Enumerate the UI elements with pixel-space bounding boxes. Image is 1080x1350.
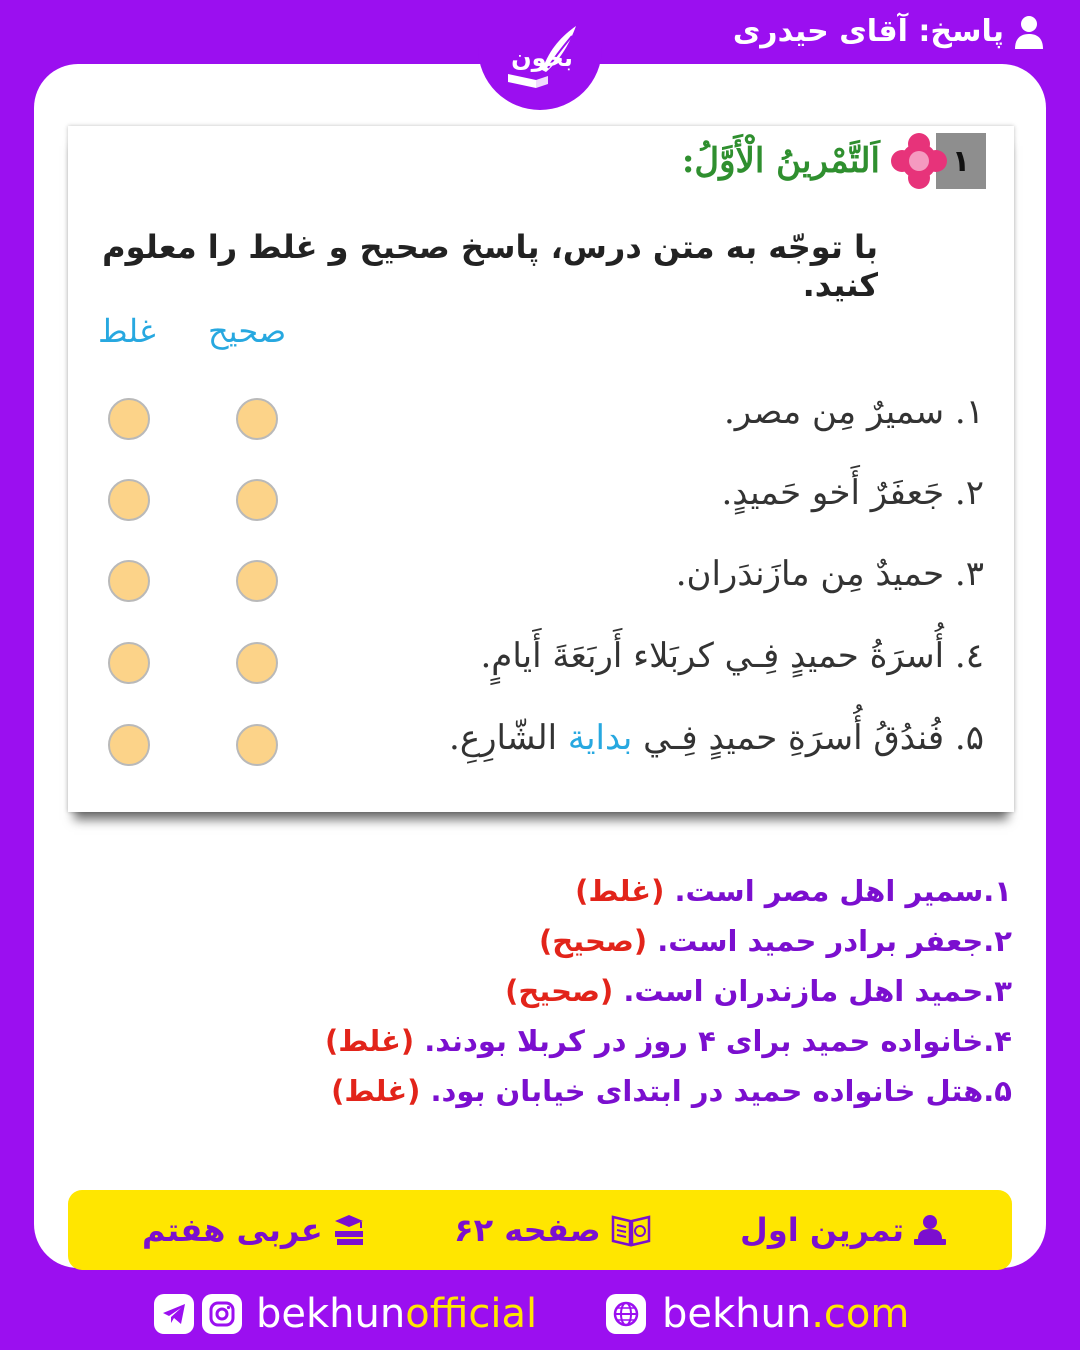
- question-text: ۲. جَعفَرٌ أَخو حَمیدٍ.: [721, 473, 984, 513]
- correct-radio[interactable]: [236, 724, 278, 766]
- wrong-radio[interactable]: [108, 560, 150, 602]
- correct-radio[interactable]: [236, 642, 278, 684]
- page-info: [454, 1211, 653, 1249]
- page-info-label: صفحه ۶۲: [454, 1211, 601, 1249]
- answer-verdict: (صحیح): [538, 924, 648, 958]
- instagram-icon[interactable]: [202, 1294, 242, 1334]
- open-book-icon: [609, 1213, 653, 1247]
- answer-item: ۲.جعفر برادر حمید است. (صحیح): [538, 924, 1012, 958]
- correct-radio[interactable]: [236, 479, 278, 521]
- answer-item: ۵.هتل خانواده حمید در ابتدای خیابان بود. (غلط): [331, 1074, 1012, 1108]
- footer: [0, 1292, 1080, 1342]
- question-text-start: ۵. فُندُقُ أُسرَةِ حمیدٍ فِـي: [632, 718, 984, 758]
- exercise-instruction: با توجّه به متن درس، پاسخ صحیح و غلط را معلوم کنید.: [102, 228, 878, 304]
- wrong-radio[interactable]: [108, 724, 150, 766]
- correct-radio[interactable]: [236, 560, 278, 602]
- question-row: [68, 632, 1014, 692]
- wrong-radio[interactable]: [108, 398, 150, 440]
- correct-radio[interactable]: [236, 398, 278, 440]
- book-info-label: عربی هفتم: [142, 1211, 323, 1249]
- user-icon: [1014, 15, 1044, 49]
- answer-verdict: (غلط): [324, 1024, 415, 1058]
- column-header-correct: صحیح: [208, 312, 287, 350]
- exercise-image: [68, 126, 1014, 812]
- teacher-icon: [912, 1213, 948, 1247]
- question-text-end: الشّارِعِ.: [449, 718, 568, 758]
- logo-badge[interactable]: [478, 6, 602, 110]
- exercise-title: اَلتَّمْرينُ الْأَوَّلُ:: [681, 141, 880, 181]
- question-text: ۳. حمیدٌ مِن مازَندَران.: [675, 554, 984, 594]
- question-row: [68, 714, 1014, 774]
- exercise-info: [740, 1211, 948, 1249]
- answer-author-label: پاسخ: آقای حیدری: [732, 14, 1004, 49]
- question-row: [68, 388, 1014, 448]
- exercise-number: ۱: [936, 133, 986, 189]
- wrong-radio[interactable]: [108, 479, 150, 521]
- wrong-radio[interactable]: [108, 642, 150, 684]
- answer-verdict: (صحیح): [505, 974, 614, 1008]
- question-text: ٤. أُسرَةُ حمیدٍ فِـي کربَلاء أَربَعَةَ أَیامٍ.: [480, 636, 984, 676]
- book-feather-icon: [492, 18, 588, 98]
- website-group[interactable]: [606, 1292, 909, 1336]
- question-row: [68, 469, 1014, 529]
- answer-verdict: (غلط): [575, 874, 665, 908]
- answer-item: ۱.سمیر اهل مصر است. (غلط): [575, 874, 1012, 908]
- social-handle-group[interactable]: [154, 1292, 537, 1336]
- exercise-title-row: [682, 130, 986, 192]
- question-text: ۱. سمیرٌ مِن مصر.: [723, 392, 984, 432]
- answer-author-header: [733, 14, 1044, 49]
- globe-icon[interactable]: [606, 1294, 646, 1334]
- question-text: [449, 718, 984, 758]
- exercise-info-label: تمرین اول: [740, 1211, 904, 1249]
- answers-list: [325, 866, 1012, 1116]
- answer-item: ۴.خانواده حمید برای ۴ روز در کربلا بودند. (غلط): [324, 1024, 1012, 1058]
- answer-verdict: (غلط): [331, 1074, 421, 1108]
- highlighted-word: بدایة: [567, 718, 633, 758]
- info-bar: [68, 1190, 1012, 1270]
- column-header-wrong: غلط: [98, 312, 156, 350]
- book-info: [142, 1211, 367, 1249]
- graduation-books-icon: [331, 1213, 367, 1247]
- answer-item: ۳.حمید اهل مازندران است. (صحیح): [505, 974, 1012, 1008]
- question-row: [68, 550, 1014, 610]
- flower-badge-icon: [888, 130, 950, 192]
- bekhun-logo: [492, 18, 588, 98]
- telegram-icon[interactable]: [154, 1294, 194, 1334]
- website-link[interactable]: bekhun.com: [662, 1291, 910, 1337]
- svg-text:بخون: بخون: [511, 44, 573, 72]
- social-handle[interactable]: bekhunofficial: [256, 1291, 538, 1337]
